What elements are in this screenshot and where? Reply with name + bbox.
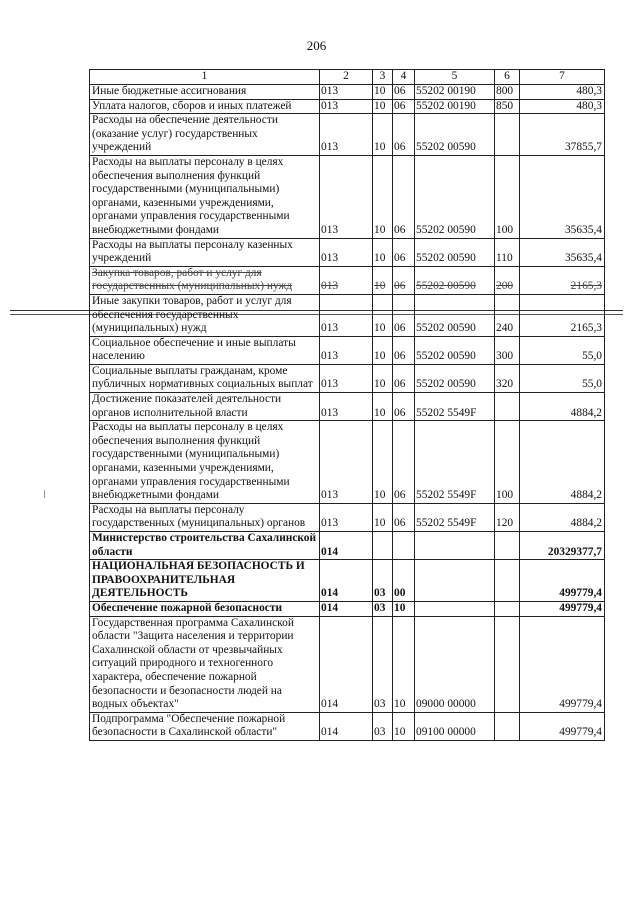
- table-row: [90, 238, 605, 266]
- section-code-cell: 10: [373, 364, 393, 392]
- ministry-code-cell: 013: [320, 155, 373, 238]
- expense-type-cell: [495, 560, 520, 602]
- ministry-code-cell: 014: [320, 560, 373, 602]
- subsection-code-cell: 06: [393, 503, 415, 531]
- table-row: [90, 601, 605, 616]
- target-article-cell: 55202 00590: [415, 266, 495, 294]
- item-name-cell: Подпрограмма "Обеспечение пожарной безопасности в Сахалинской области": [90, 712, 320, 740]
- target-article-cell: 55202 00590: [415, 294, 495, 336]
- table-row: [90, 336, 605, 364]
- table-row: [90, 266, 605, 294]
- item-name-cell: Иные закупки товаров, работ и услуг для обеспечения государственных (муниципальных) нужд: [90, 294, 320, 336]
- table-row: [90, 532, 605, 560]
- target-article-cell: 55202 00590: [415, 114, 495, 156]
- target-article-cell: 55202 5549F: [415, 393, 495, 421]
- ministry-code-cell: 013: [320, 294, 373, 336]
- expense-type-cell: 100: [495, 155, 520, 238]
- amount-cell: 499779,4: [520, 712, 605, 740]
- expense-type-cell: 110: [495, 238, 520, 266]
- item-name-cell: Государственная программа Сахалинской области "Защита населения и территории Сахалинской области от чрезвычайных ситуаций природного и техногенного характера, обеспечение пожарной безопасности и безопасности людей на водных объектах": [90, 616, 320, 712]
- amount-cell: 499779,4: [520, 616, 605, 712]
- target-article-cell: [415, 560, 495, 602]
- amount-cell: 35635,4: [520, 238, 605, 266]
- amount-cell: 499779,4: [520, 560, 605, 602]
- subsection-code-cell: 06: [393, 393, 415, 421]
- section-code-cell: 10: [373, 421, 393, 504]
- item-name-cell: Министерство строительства Сахалинской области: [90, 532, 320, 560]
- section-code-cell: 03: [373, 712, 393, 740]
- table-row: [90, 155, 605, 238]
- table-row: [90, 560, 605, 602]
- amount-cell: 480,3: [520, 85, 605, 100]
- target-article-cell: 55202 00590: [415, 155, 495, 238]
- item-name-cell: Расходы на обеспечение деятельности (оказание услуг) государственных учреждений: [90, 114, 320, 156]
- amount-cell: 35635,4: [520, 155, 605, 238]
- target-article-cell: 55202 00590: [415, 336, 495, 364]
- column-header: 1: [90, 70, 320, 85]
- section-code-cell: 10: [373, 294, 393, 336]
- expense-type-cell: [495, 616, 520, 712]
- amount-cell: 480,3: [520, 99, 605, 114]
- item-name-cell: Достижение показателей деятельности органов исполнительной власти: [90, 393, 320, 421]
- ministry-code-cell: 013: [320, 393, 373, 421]
- expense-type-cell: 850: [495, 99, 520, 114]
- target-article-cell: 09100 00000: [415, 712, 495, 740]
- table-row: [90, 616, 605, 712]
- ministry-code-cell: 013: [320, 238, 373, 266]
- section-code-cell: 10: [373, 393, 393, 421]
- ministry-code-cell: 014: [320, 601, 373, 616]
- target-article-cell: 55202 00190: [415, 85, 495, 100]
- item-name-cell: Расходы на выплаты персоналу государственных (муниципальных) органов: [90, 503, 320, 531]
- subsection-code-cell: 06: [393, 336, 415, 364]
- item-name-cell: Социальные выплаты гражданам, кроме публичных нормативных социальных выплат: [90, 364, 320, 392]
- section-code-cell: 10: [373, 99, 393, 114]
- item-name-cell: Расходы на выплаты персоналу казенных учреждений: [90, 238, 320, 266]
- subsection-code-cell: 06: [393, 114, 415, 156]
- expense-type-cell: [495, 601, 520, 616]
- section-code-cell: 03: [373, 616, 393, 712]
- expense-type-cell: [495, 114, 520, 156]
- page-number: 206: [306, 38, 327, 53]
- item-name-cell: Иные бюджетные ассигнования: [90, 85, 320, 100]
- amount-cell: 37855,7: [520, 114, 605, 156]
- item-name-cell: Закупка товаров, работ и услуг для государственных (муниципальных) нужд: [90, 266, 320, 294]
- target-article-cell: 55202 00590: [415, 238, 495, 266]
- table-row: [90, 85, 605, 100]
- table-body: [90, 70, 605, 741]
- table-row: [90, 503, 605, 531]
- subsection-code-cell: 00: [393, 560, 415, 602]
- amount-cell: 55,0: [520, 364, 605, 392]
- subsection-code-cell: 06: [393, 99, 415, 114]
- target-article-cell: [415, 601, 495, 616]
- section-code-cell: 10: [373, 85, 393, 100]
- table-row: [90, 364, 605, 392]
- amount-cell: 2165,3: [520, 266, 605, 294]
- subsection-code-cell: 10: [393, 712, 415, 740]
- target-article-cell: [415, 532, 495, 560]
- ministry-code-cell: 013: [320, 503, 373, 531]
- section-code-cell: 10: [373, 503, 393, 531]
- subsection-code-cell: 06: [393, 421, 415, 504]
- column-header: 6: [495, 70, 520, 85]
- section-code-cell: 10: [373, 114, 393, 156]
- item-name-cell: Социальное обеспечение и иные выплаты населению: [90, 336, 320, 364]
- expense-type-cell: 240: [495, 294, 520, 336]
- expense-type-cell: 800: [495, 85, 520, 100]
- ministry-code-cell: 013: [320, 85, 373, 100]
- section-code-cell: 10: [373, 155, 393, 238]
- section-code-cell: 10: [373, 266, 393, 294]
- expense-type-cell: 300: [495, 336, 520, 364]
- subsection-code-cell: 10: [393, 616, 415, 712]
- expense-type-cell: 320: [495, 364, 520, 392]
- ministry-code-cell: 014: [320, 532, 373, 560]
- expense-type-cell: 100: [495, 421, 520, 504]
- target-article-cell: 09000 00000: [415, 616, 495, 712]
- expense-type-cell: [495, 532, 520, 560]
- amount-cell: 20329377,7: [520, 532, 605, 560]
- subsection-code-cell: 06: [393, 155, 415, 238]
- item-name-cell: Уплата налогов, сборов и иных платежей: [90, 99, 320, 114]
- amount-cell: 4884,2: [520, 393, 605, 421]
- amount-cell: 2165,3: [520, 294, 605, 336]
- subsection-code-cell: 10: [393, 601, 415, 616]
- target-article-cell: 55202 00590: [415, 364, 495, 392]
- column-header: 3: [373, 70, 393, 85]
- section-code-cell: 10: [373, 238, 393, 266]
- section-code-cell: [373, 532, 393, 560]
- table-row: [90, 393, 605, 421]
- subsection-code-cell: [393, 532, 415, 560]
- target-article-cell: 55202 00190: [415, 99, 495, 114]
- column-header: 4: [393, 70, 415, 85]
- expense-type-cell: [495, 393, 520, 421]
- table-header-row: [90, 70, 605, 85]
- ministry-code-cell: 013: [320, 336, 373, 364]
- target-article-cell: 55202 5549F: [415, 421, 495, 504]
- subsection-code-cell: 06: [393, 266, 415, 294]
- column-header: 7: [520, 70, 605, 85]
- table-row: [90, 712, 605, 740]
- item-name-cell: Расходы на выплаты персоналу в целях обеспечения выполнения функций государственными (муниципальными) органами, казенными учреждениями, органами управления государственными внебюджетными фондами: [90, 421, 320, 504]
- ministry-code-cell: 013: [320, 421, 373, 504]
- column-header: 5: [415, 70, 495, 85]
- ministry-code-cell: 013: [320, 114, 373, 156]
- item-name-cell: НАЦИОНАЛЬНАЯ БЕЗОПАСНОСТЬ И ПРАВООХРАНИТЕЛЬНАЯ ДЕЯТЕЛЬНОСТЬ: [90, 560, 320, 602]
- ministry-code-cell: 014: [320, 616, 373, 712]
- ministry-code-cell: 013: [320, 99, 373, 114]
- amount-cell: 499779,4: [520, 601, 605, 616]
- column-header: 2: [320, 70, 373, 85]
- expense-type-cell: 200: [495, 266, 520, 294]
- section-code-cell: 10: [373, 336, 393, 364]
- table-row: [90, 421, 605, 504]
- margin-mark: [44, 490, 45, 498]
- table-row: [90, 99, 605, 114]
- expense-type-cell: 120: [495, 503, 520, 531]
- subsection-code-cell: 06: [393, 238, 415, 266]
- table-row: [90, 294, 605, 336]
- section-code-cell: 03: [373, 601, 393, 616]
- subsection-code-cell: 06: [393, 85, 415, 100]
- section-code-cell: 03: [373, 560, 393, 602]
- amount-cell: 4884,2: [520, 503, 605, 531]
- ministry-code-cell: 013: [320, 266, 373, 294]
- amount-cell: 55,0: [520, 336, 605, 364]
- expense-type-cell: [495, 712, 520, 740]
- item-name-cell: Обеспечение пожарной безопасности: [90, 601, 320, 616]
- table-row: [90, 114, 605, 156]
- subsection-code-cell: 06: [393, 294, 415, 336]
- ministry-code-cell: 013: [320, 364, 373, 392]
- budget-table: [89, 69, 605, 741]
- target-article-cell: 55202 5549F: [415, 503, 495, 531]
- amount-cell: 4884,2: [520, 421, 605, 504]
- item-name-cell: Расходы на выплаты персоналу в целях обеспечения выполнения функций государственными (муниципальными) органами, казенными учреждениями, органами управления государственными внебюджетными фондами: [90, 155, 320, 238]
- ministry-code-cell: 014: [320, 712, 373, 740]
- subsection-code-cell: 06: [393, 364, 415, 392]
